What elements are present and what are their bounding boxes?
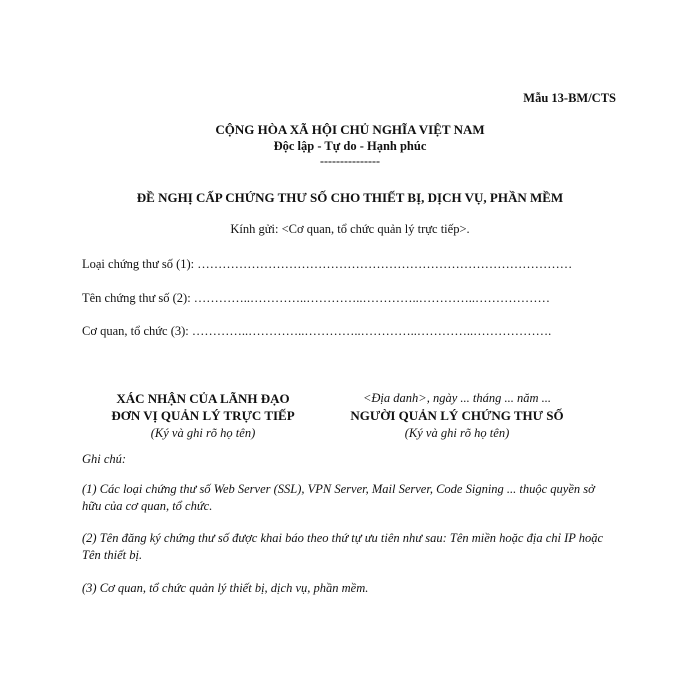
note-item: (1) Các loại chứng thư số Web Server (SSL), VPN Server, Mail Server, Code Signing ... thuộc quyền sở hữu của cơ quan, tổ chức.	[82, 482, 595, 513]
form-code: Mẫu 13-BM/CTS	[523, 91, 616, 105]
national-motto: Độc lập - Tự do - Hạnh phúc	[273, 139, 427, 153]
leader-signature-hint: (Ký và ghi rõ họ tên)	[150, 426, 256, 440]
title-separator: ---------------	[320, 154, 380, 168]
note-item: (2) Tên đăng ký chứng thư số được khai báo theo thứ tự ưu tiên như sau: Tên miền hoặc địa chỉ IP hoặc Tên thiết bị.	[82, 531, 604, 562]
leader-confirmation-heading: XÁC NHẬN CỦA LÃNH ĐẠO	[116, 391, 290, 406]
certificate-type-field: Loại chứng thư số (1): ………………………………………………………………………………	[82, 257, 573, 271]
recipient-line: Kính gửi: <Cơ quan, tổ chức quản lý trực tiếp>.	[230, 222, 470, 236]
manager-signature-hint: (Ký và ghi rõ họ tên)	[404, 426, 510, 440]
managing-unit-heading: ĐƠN VỊ QUẢN LÝ TRỰC TIẾP	[111, 408, 295, 423]
organization-field: Cơ quan, tổ chức (3): …………..…………..…………..…………..…………..……………….	[82, 324, 552, 338]
certificate-manager-heading: NGƯỜI QUẢN LÝ CHỨNG THƯ SỐ	[350, 408, 564, 423]
certificate-name-field: Tên chứng thư số (2): …………..…………..…………..…………..…………..………………	[82, 291, 551, 305]
national-title: CỘNG HÒA XÃ HỘI CHỦ NGHĨA VIỆT NAM	[215, 122, 485, 137]
document-title: ĐỀ NGHỊ CẤP CHỨNG THƯ SỐ CHO THIẾT BỊ, DỊCH VỤ, PHẦN MỀM	[136, 190, 564, 205]
place-date-line: <Địa danh>, ngày ... tháng ... năm ...	[362, 391, 552, 405]
notes-heading: Ghi chú:	[82, 452, 127, 466]
note-item: (3) Cơ quan, tổ chức quản lý thiết bị, dịch vụ, phần mềm.	[82, 581, 369, 595]
